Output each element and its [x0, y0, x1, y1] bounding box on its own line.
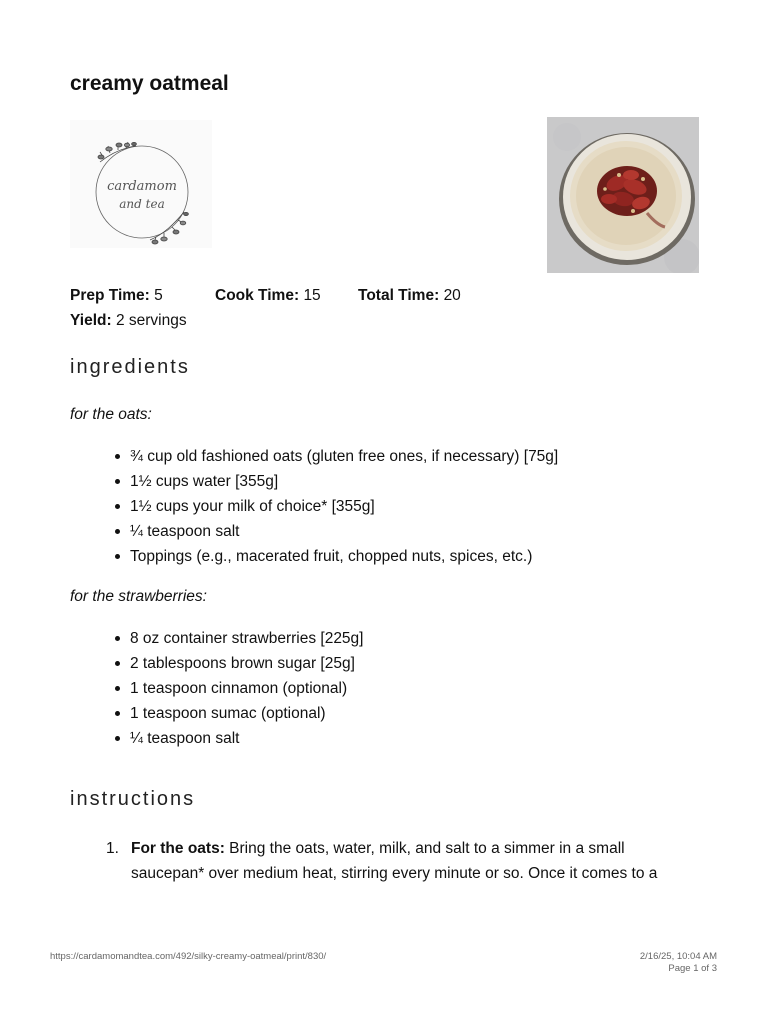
footer-meta: [640, 951, 717, 975]
prep-time: [70, 287, 163, 305]
recipe-title: creamy oatmeal: [70, 72, 229, 95]
footer-url: https://cardamomandtea.com/492/silky-creamy-oatmeal/print/830/: [50, 951, 327, 962]
total-time-label: Total Time:: [358, 287, 440, 304]
brand-logo: [70, 120, 212, 248]
prep-time-value: 5: [154, 287, 163, 304]
step-text: [131, 836, 691, 886]
yield-row: [70, 312, 187, 330]
logo-text-line-1: cardamom: [107, 179, 177, 194]
strawberries-ingredient-list: [70, 629, 363, 754]
step-lead: For the oats:: [131, 840, 225, 857]
strawberries-subheading: for the strawberries:: [70, 588, 207, 605]
list-item: 1 teaspoon sumac (optional): [130, 704, 363, 729]
list-item: 1 teaspoon cinnamon (optional): [130, 679, 363, 704]
oats-ingredient-list: [70, 447, 558, 572]
oatmeal-photo: [547, 117, 699, 273]
footer-datetime: 2/16/25, 10:04 AM: [639, 951, 717, 962]
ingredients-heading: ingredients: [70, 356, 190, 378]
yield-label: Yield:: [70, 312, 112, 329]
total-time: [358, 287, 461, 305]
list-item: 1½ cups water [355g]: [130, 472, 558, 497]
list-item: 2 tablespoons brown sugar [25g]: [130, 654, 363, 679]
cook-time-value: 15: [303, 287, 321, 304]
oats-subheading: for the oats:: [70, 406, 152, 423]
prep-time-label: Prep Time:: [70, 287, 150, 304]
cook-time-label: Cook Time:: [215, 287, 300, 304]
logo-text-line-2: and tea: [119, 197, 165, 211]
list-item: ¼ teaspoon salt: [130, 522, 558, 547]
yield-value: 2 servings: [115, 312, 187, 329]
list-item: 1½ cups your milk of choice* [355g]: [130, 497, 558, 522]
list-item: ¼ teaspoon salt: [130, 729, 363, 754]
step-body: Bring the oats, water, milk, and salt to a simmer in a small saucepan* over medium heat, stirring every minute or so. Once it comes to a: [131, 840, 658, 882]
instructions-heading: instructions: [70, 788, 196, 810]
list-item: Toppings (e.g., macerated fruit, chopped nuts, spices, etc.): [130, 547, 558, 572]
list-item: ¾ cup old fashioned oats (gluten free ones, if necessary) [75g]: [130, 447, 558, 472]
step-number: 1.: [106, 840, 119, 857]
total-time-value: 20: [443, 287, 461, 304]
cook-time: [215, 287, 321, 305]
footer-page-number: Page 1 of 3: [668, 963, 717, 974]
list-item: 8 oz container strawberries [225g]: [130, 629, 363, 654]
